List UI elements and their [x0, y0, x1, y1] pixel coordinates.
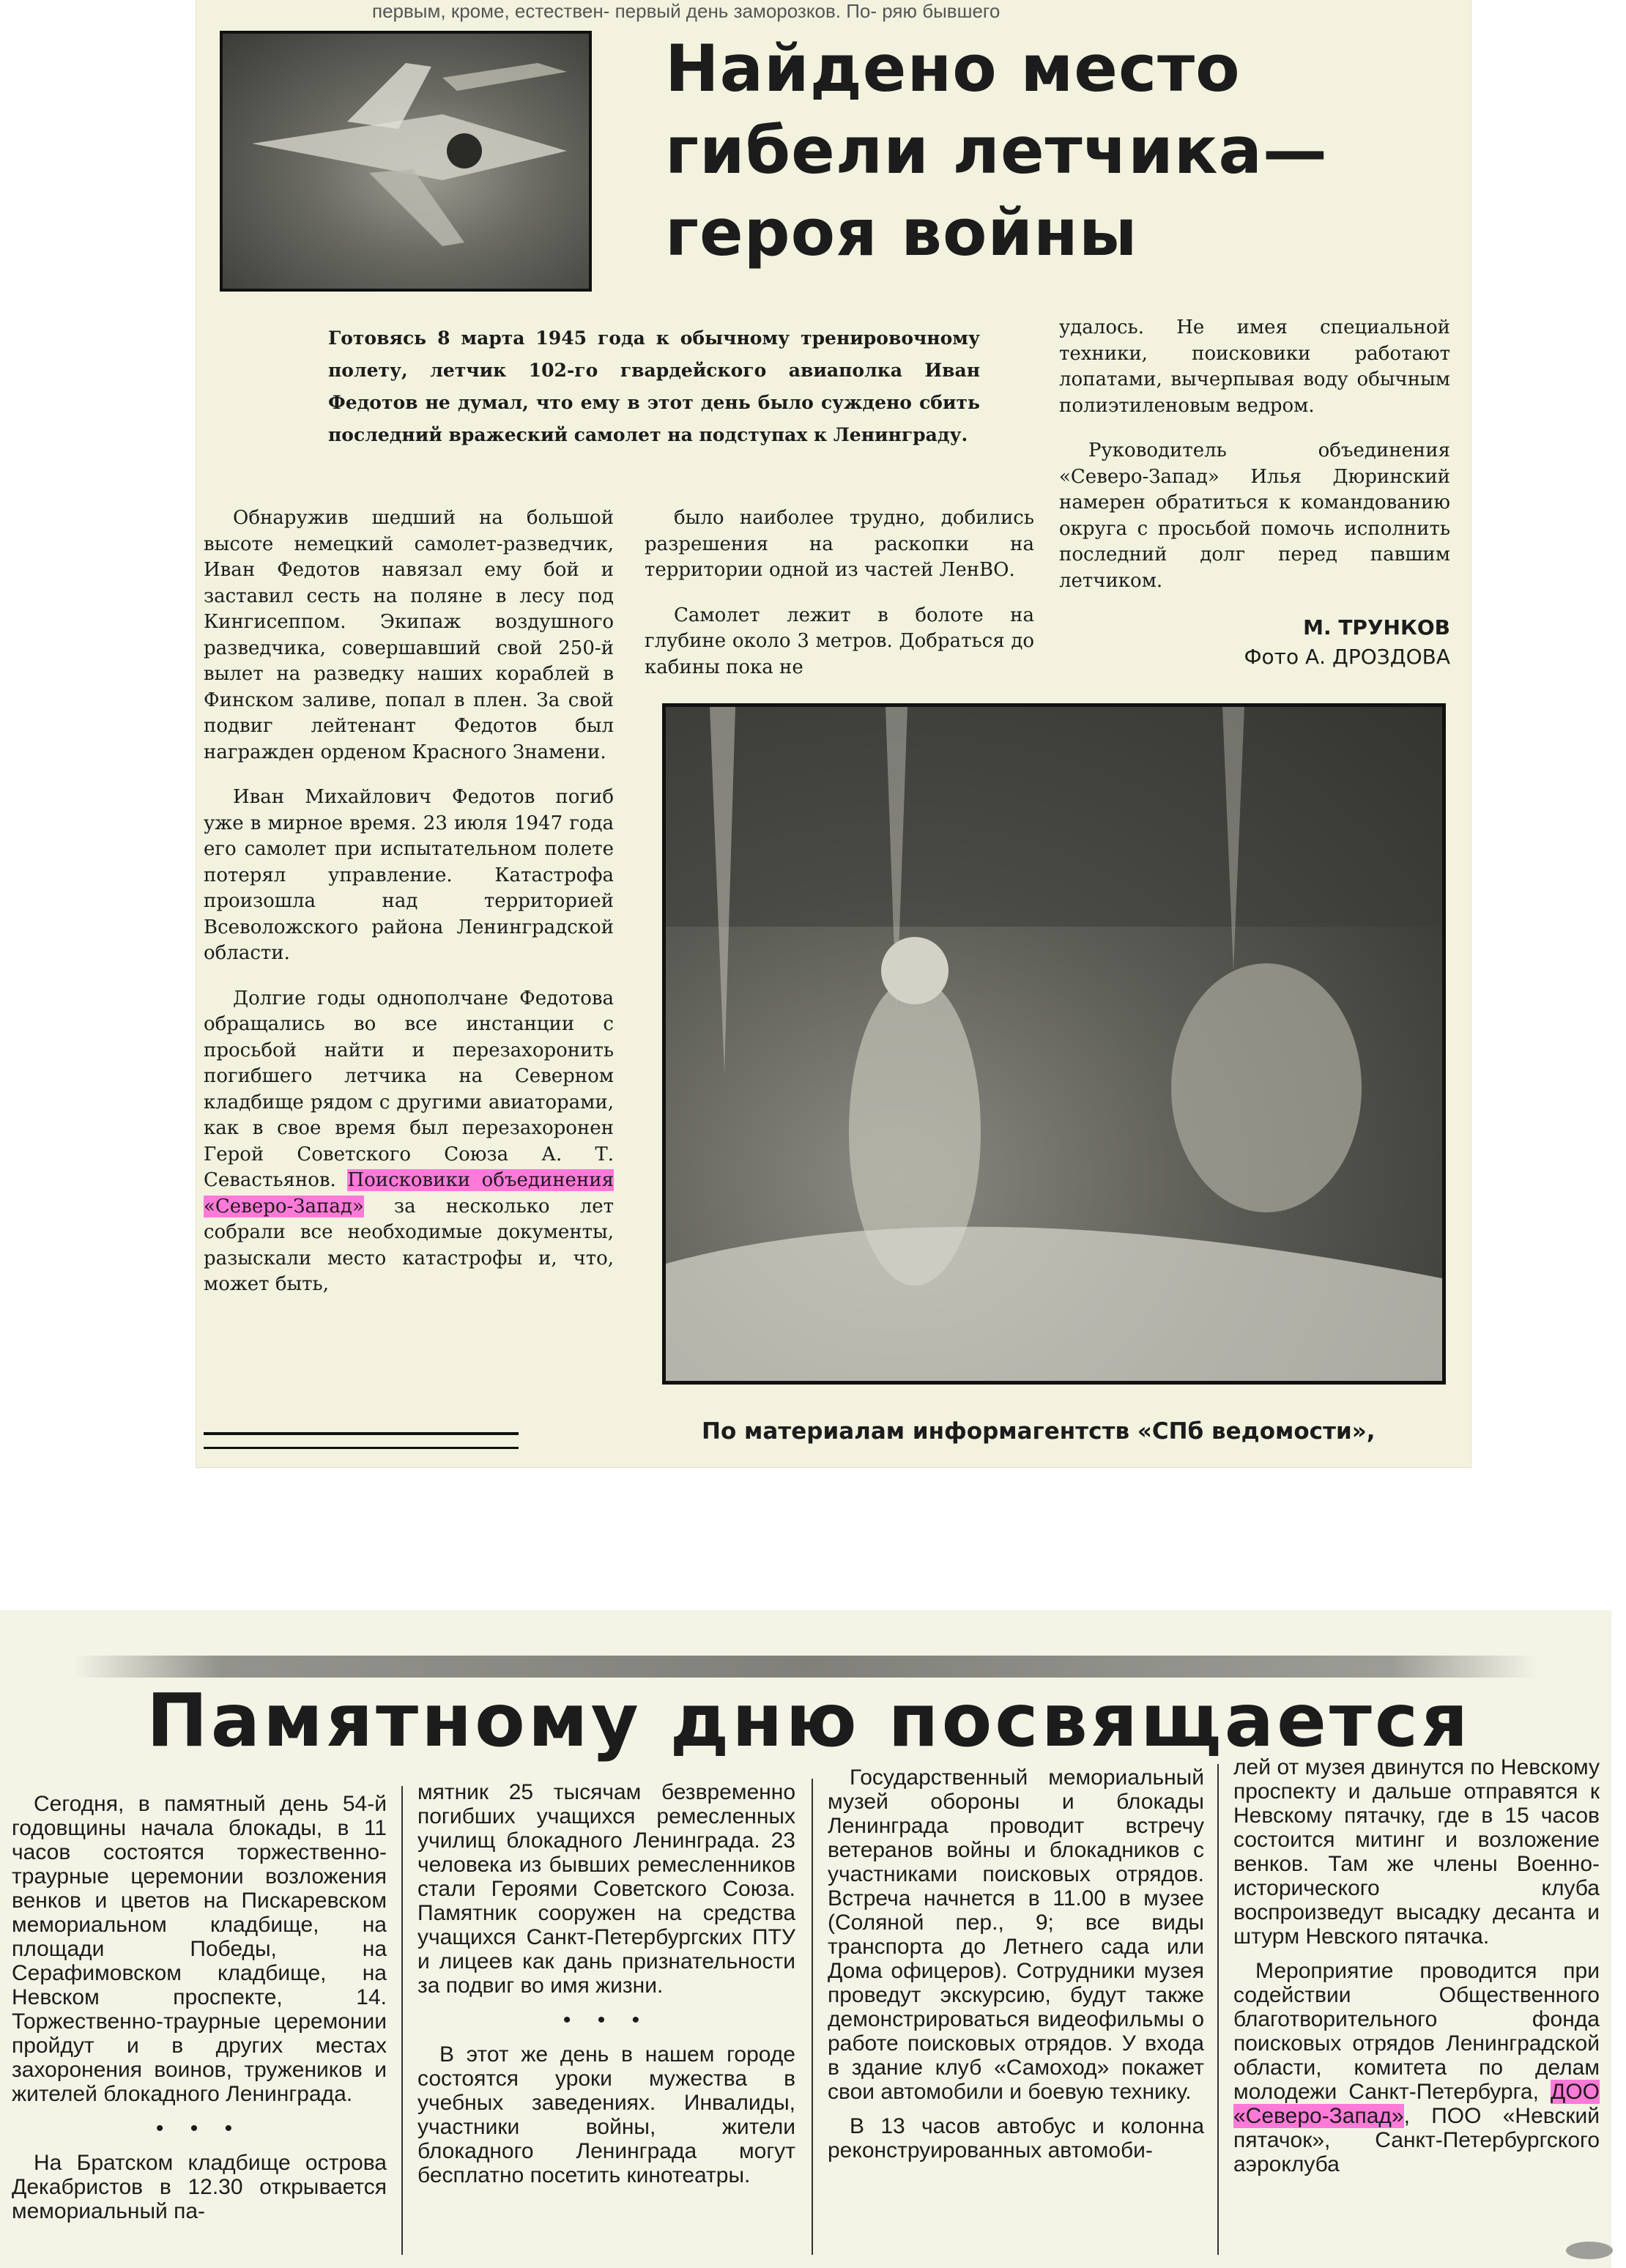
- article-column-3: [1059, 315, 1450, 672]
- paragraph: [204, 986, 614, 1298]
- clipping-pilot-article: [196, 0, 1471, 1467]
- top-cutoff-text: первым, кроме, естествен- первый день заморозков. По- ряю бывшего: [372, 0, 1001, 22]
- paragraph: В 13 часов автобус и колонна реконструированных автомоби-: [828, 2114, 1204, 2163]
- print-smear: [73, 1656, 1538, 1678]
- author-signature: М. ТРУНКОВ: [1303, 615, 1450, 640]
- paragraph: мятник 25 тысячам безвременно погибших учащихся ремесленных училищ блокадного Ленинграда. 23 человека из бывших ремесленников стали Героями Советского Союза. Памятник сооружен на средства учащихся Санкт-Петербургских ПТУ и лицеев как дань признательности за подвиг во имя жизни.: [417, 1780, 795, 1998]
- article-column-2: [645, 505, 1034, 700]
- source-footer: По материалам информагентств «СПб ведомости»,: [702, 1418, 1376, 1445]
- paragraph: лей от музея двинутся по Невскому проспекту и дальше отправятся к Невскому пятачку, где в 15 часов состоится митинг и возложение венков. Там же члены Военно-исторического клуба воспроизведут высадку десанта и штурм Невского пятачка.: [1233, 1755, 1600, 1949]
- article-column-1: [204, 505, 614, 1317]
- highlighted-text: Поисковики объединения «Северо-Запад»: [204, 1169, 615, 1218]
- paragraph: Руководитель объединения «Северо-Запад» Илья Дюринский намерен обратиться к командованию округа с просьбой помочь исполнить последний долг перед павшим летчиком.: [1059, 440, 1450, 592]
- article-lead: Готовясь 8 марта 1945 года к обычному тренировочному полету, летчик 102-го гвардейского авиаполка Иван Федотов не думал, что ему в этот день было суждено сбить последний вражеский самолет на подступах к Ленинграду.: [328, 327, 980, 445]
- memorial-column-3: [828, 1765, 1204, 2173]
- paragraph: Государственный мемориальный музей обороны и блокады Ленинграда проводит встречу ветеранов войны и блокадников с участниками поисковых отрядов. Встреча начнется в 11.00 в музее (Соляной пер., 9; все виды транспорта до Летнего сада или Дома офицеров). Сотрудники музея проведут экскурсию, будут также демонстрироваться видеофильмы о работе поисковых отрядов. У входа в здание клуб «Самоход» покажет свои автомобили и боевую технику.: [828, 1765, 1204, 2104]
- article-headline: [665, 28, 1485, 274]
- highlighted-text: ДОО «Северо-Запад»: [1233, 2080, 1600, 2128]
- column-divider: [1217, 1764, 1219, 2255]
- memorial-headline: Памятному дню посвящается: [146, 1678, 1471, 1763]
- paragraph: Сегодня, в памятный день 54-й годовщины начала блокады, в 11 часов состоятся торжественно-траурные церемонии возложения венков и цветов на Пискаревском мемориальном кладбище, на площади Победы, на Серафимовском кладбище, на Невском проспекте, 14. Торжественно-траурные церемонии пройдут и в других местах захоронения воинов, тружеников и жителей блокадного Ленинграда.: [12, 1792, 387, 2106]
- headline-line-3: героя войны: [665, 195, 1138, 270]
- paragraph: В этот же день в нашем городе состоятся уроки мужества в учебных заведениях. Инвалиды, участники войны, жители блокадного Ленинграда могут бесплатно посетить кинотеатры.: [417, 2042, 795, 2187]
- paragraph: Самолет лежит в болоте на глубине около 3 метров. Добраться до кабины пока не: [645, 604, 1034, 678]
- column-divider: [812, 1779, 813, 2255]
- memorial-column-4: [1233, 1755, 1600, 2187]
- footer-rule: [204, 1432, 519, 1449]
- section-separator: • • •: [563, 2008, 650, 2032]
- aircraft-illustration: [223, 34, 589, 289]
- headline-line-2: гибели летчика—: [665, 113, 1328, 188]
- clipping-memorial-day: [0, 1610, 1611, 2268]
- headline-line-1: Найдено место: [665, 31, 1241, 106]
- section-separator: • • •: [155, 2116, 243, 2141]
- memorial-column-1: [12, 1792, 387, 2234]
- memorial-column-2: [417, 1780, 795, 2198]
- paragraph: удалось. Не имея специальной техники, поисковики работают лопатами, вычерпывая воду обычным полиэтиленовым ведром.: [1059, 316, 1450, 417]
- column-divider: [401, 1786, 403, 2255]
- aircraft-photo: [220, 31, 592, 292]
- paragraph: На Братском кладбище острова Декабристов в 12.30 открывается мемориальный па-: [12, 2151, 387, 2223]
- paragraph-text: за несколько лет собрали все необходимые документы, разыскали место катастрофы и, что, может быть,: [204, 1195, 614, 1295]
- photo-credit: Фото А. ДРОЗДОВА: [1244, 645, 1450, 669]
- paragraph: [1233, 1959, 1600, 2176]
- paragraph-text: , ПОО «Невский пятачок», Санкт-Петербургского аэроклуба: [1233, 2104, 1600, 2176]
- paragraph: Иван Михайлович Федотов погиб уже в мирное время. 23 июля 1947 года его самолет при испытательном полете потерял управление. Катастрофа произошла над территорией Всеволожского района Ленинградской области.: [204, 786, 614, 964]
- watermark-logo: [1566, 2242, 1613, 2259]
- paragraph: было наиболее трудно, добились разрешения на раскопки на территории одной из частей ЛенВО.: [645, 507, 1034, 581]
- paragraph-text: Мероприятие проводится при содействии Общественного благотворительного фонда поисковых отрядов Ленинградской области, комитета по делам молодежи Санкт-Петербурга,: [1233, 1959, 1600, 2104]
- paragraph-text: Долгие годы однополчане Федотова обращались во все инстанции с просьбой найти и перезахоронить погибшего летчика на Северном кладбище рядом с другими авиаторами, как в свое время был перезахоронен Герой Советского Союза А. Т. Севастьянов.: [204, 987, 614, 1191]
- paragraph: Обнаружив шедший на большой высоте немецкий самолет-разведчик, Иван Федотов навязал ему бой и заставил сесть на поляне в лесу под Кингисеппом. Экипаж воздушного разведчика, совершавший свой 250-й вылет на разведку наших кораблей в Финском заливе, попал в плен. За свой подвиг лейтенант Федотов был награжден орденом Красного Знамени.: [204, 507, 614, 763]
- search-team-photo: [662, 703, 1446, 1385]
- forest-excavation-illustration: [666, 707, 1442, 1381]
